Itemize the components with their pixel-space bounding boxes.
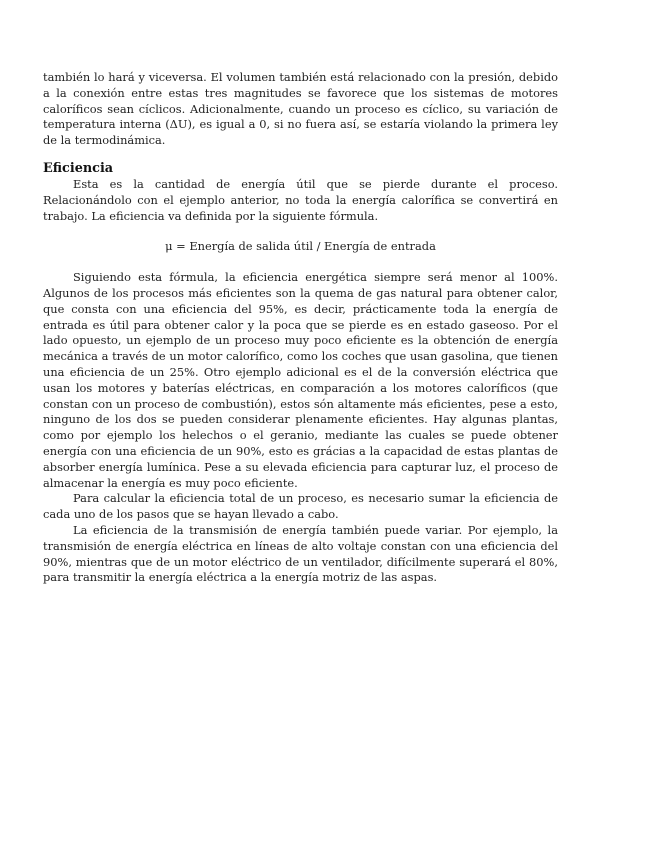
definition-paragraph: Esta es la cantidad de energía útil que se pierde durante el proceso. Relacionándolo con el ejemplo anterior, no toda la energía calorífica se convertirá en trabajo. La eficiencia va definida por la siguiente fórmula. [43,176,558,223]
efficiency-formula: μ = Energía de salida útil / Energía de entrada [165,239,436,254]
intro-paragraph: también lo hará y viceversa. El volumen también está relacionado con la presión, debido a la conexión entre estas tres magnitudes se favorece que los sistemas de motores caloríficos sean cíclicos. Adicionalmente, cuando un proceso es cíclico, su variación de temperatura interna (ΔU), es igual a 0, si no fuera así, se estaría violando la primera ley de la termodinámica. [43,70,558,148]
transmission-paragraph: La eficiencia de la transmisión de energía también puede variar. Por ejemplo, la transmisión de energía eléctrica en líneas de alto voltaje constan con una eficiencia del 90%, mientras que de un motor eléctrico de un ventilador, difícilmente superará el 80%, para transmitir la energía eléctrica a la energía motriz de las aspas. [43,522,558,585]
document-page [43,70,558,586]
examples-paragraph: Siguiendo esta fórmula, la eficiencia energética siempre será menor al 100%. Algunos de los procesos más eficientes son la quema de gas natural para obtener calor, que consta con una eficiencia del 95%, es decir, prácticamente toda la energía de entrada es útil para obtener calor y la poca que se pierde es en estado gaseoso. Por el lado opuesto, un ejemplo de un proceso muy poco eficiente es la obtención de energía mecánica a través de un motor calorífico, como los coches que usan gasolina, que tienen una eficiencia de un 25%. Otro ejemplo adicional es el de la conversión eléctrica que usan los motores y baterías eléctricas, en comparación a los motores caloríficos (que constan con un proceso de combustión), estos són altamente más eficientes, pese a esto, ninguno de los dos se pueden considerar plenamente eficientes. Hay algunas plantas, como por ejemplo los helechos o el geranio, mediante las cuales se puede obtener energía con una eficiencia de un 90%, esto es grácias a la capacidad de estas plantas de absorber energía lumínica. Pese a su elevada eficiencia para capturar luz, el proceso de almacenar la energía es muy poco eficiente. [43,270,558,490]
section-heading: Eficiencia [43,160,114,176]
total-efficiency-paragraph: Para calcular la eficiencia total de un proceso, es necesario sumar la eficiencia de cada uno de los pasos que se hayan llevado a cabo. [43,491,558,522]
